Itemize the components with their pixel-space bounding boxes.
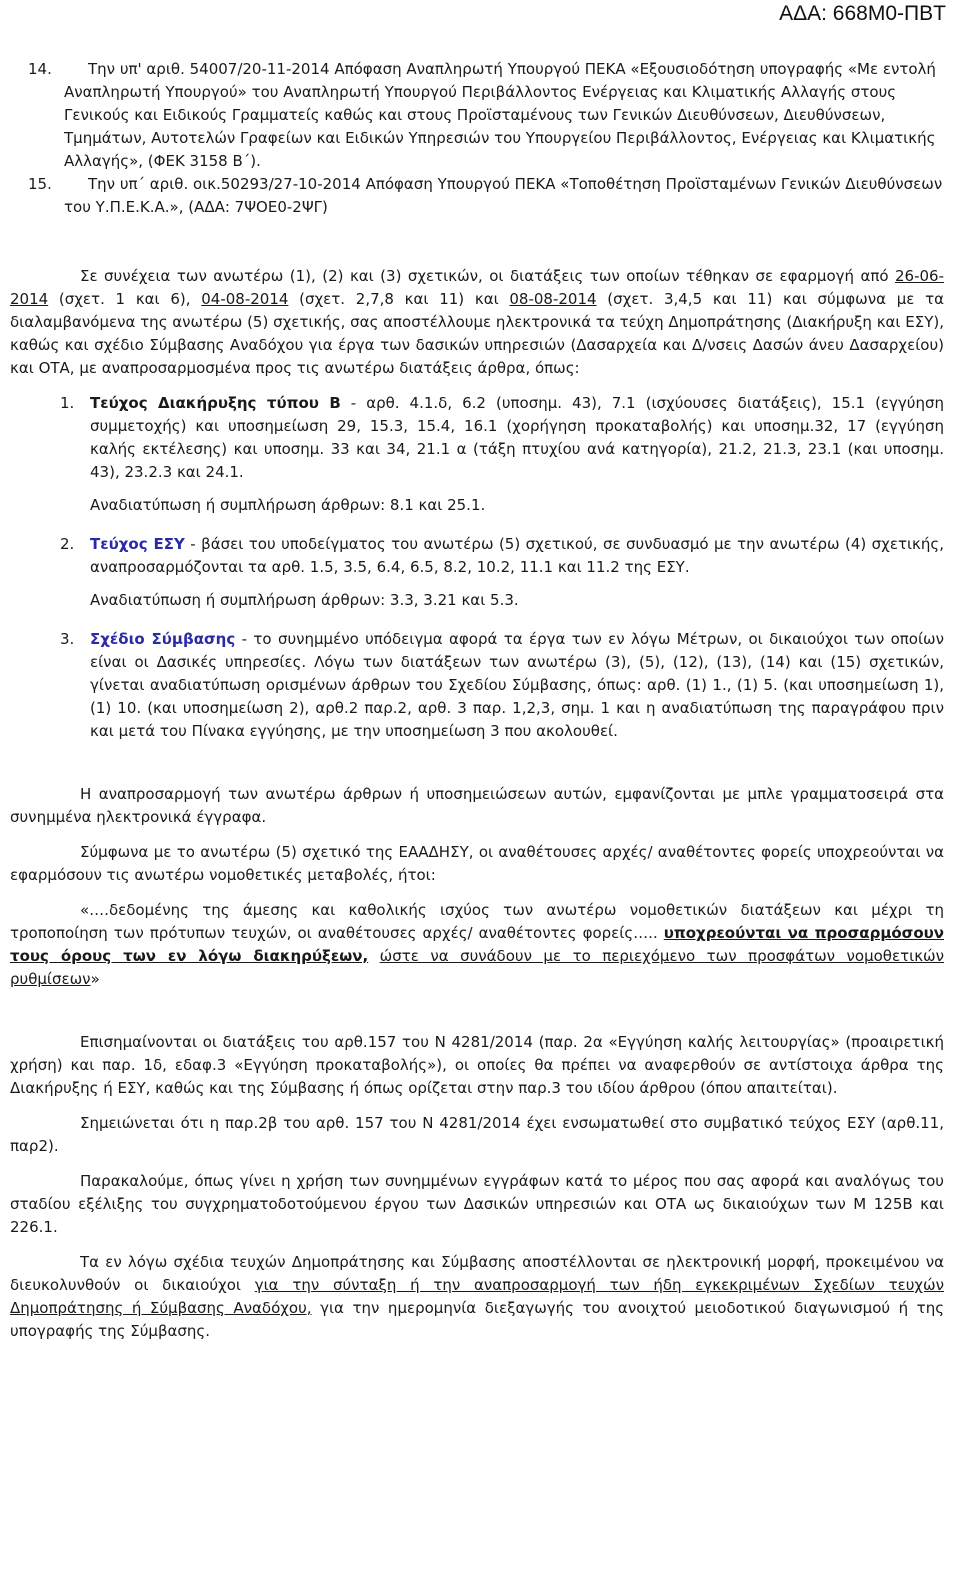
list-item: 2. Τεύχος ΕΣΥ - βάσει του υποδείγματος του ανωτέρω (5) σχετικού, σε συνδυασμό με την ανωτέρω (4) σχετικής, αναπροσαρμόζονται τα αρθ. 1.5, 3.5, 6.4, 6.5, 8.2, 10.2, 11.1 και 11.2 της ΕΣΥ. <box>60 535 944 576</box>
item-text: Την υπ΄ αριθ. οικ.50293/27-10-2014 Απόφαση Υπουργού ΠΕΚΑ «Τοποθέτηση Προϊσταμένων Γενικών Διευθύνσεων του Υ.Π.Ε.Κ.Α.», (ΑΔΑ: 7ΨΟΕ0-2ΨΓ) <box>64 175 943 216</box>
list-item-title: Σχέδιο Σύμβασης <box>90 630 236 648</box>
note-paragraph: Σημειώνεται ότι η παρ.2β του αρθ. 157 του Ν 4281/2014 έχει ενσωματωθεί στο συμβατικό τεύχος ΕΣΥ (αρθ.11, παρ2). <box>10 1114 944 1155</box>
date-1: 26-06-2014 <box>10 267 944 308</box>
list-item-sub: Αναδιατύπωση ή συμπλήρωση άρθρων: 3.3, 3.21 και 5.3. <box>90 591 519 609</box>
list-item: 1. Τεύχος Διακήρυξης τύπου Β - αρθ. 4.1.δ, 6.2 (υποσημ. 43), 7.1 (ισχύουσες διατάξεις), 15.1 (εγγύηση συμμετοχής) και υποσημείωση 29, 15.3, 15.4, 16.1 (χορήγηση προκαταβολής) και υποσημ.32, 17 (εγγύηση καλής εκτέλεσης) και υποσημ. 33 και 34, 21.1 α (τάξη πτυχίου ανά κατηγορία), 21.2, 21.3, 23.1 (και υποσημ. 43), 23.2.3 και 24.1. <box>60 394 944 481</box>
date-2: 04-08-2014 <box>201 290 289 308</box>
intro-paragraph: Σε συνέχεια των ανωτέρω (1), (2) και (3) σχετικών, οι διατάξεις των οποίων τέθηκαν σε εφαρμογή από 26-06-2014 (σχετ. 1 και 6), 04-08-2014 (σχετ. 2,7,8 και 11) και 08-08-2014 (σχετ. 3,4,5 και 11) και σύμφωνα με τα διαλαμβανόμενα της ανωτέρω (5) σχετικής, σας αποστέλλουμε ηλεκτρονικά τα τεύχη Δημοπράτησης (Διακήρυξη και ΕΣΥ), καθώς και σχέδιο Σύμβασης Αναδόχου για έργα των δασικών υπηρεσιών (Δασαρχεία και Δ/νσεις Δασών άνευ Δασαρχείου) και ΟΤΑ, με αναπροσαρμοσμένα προς τις ανωτέρω διατάξεις άρθρα, όπως: <box>10 267 944 377</box>
list-item <box>10 58 944 173</box>
eaadisy-paragraph: Σύμφωνα με το ανωτέρω (5) σχετικό της ΕΑΑΔΗΣΥ, οι αναθέτουσες αρχές/ αναθέτοντες φορείς υποχρεούνται να εφαρμόσουν τις ανωτέρω νομοθετικές μεταβολές, ήτοι: <box>10 843 944 884</box>
ada-code: ΑΔΑ: 668Μ0-ΠΒΤ <box>779 2 946 25</box>
document-body <box>10 58 944 1343</box>
list-item: 3. Σχέδιο Σύμβασης - το συνημμένο υπόδειγμα αφορά τα έργα των εν λόγω Μέτρων, οι δικαιούχοι των οποίων είναι οι Δασικές υπηρεσίες. Λόγω των διατάξεων των ανωτέρω (3), (5), (12), (13), (14) και (15) σχετικών, γίνεται αναδιατύπωση ορισμένων άρθρων του Σχεδίου Σύμβασης, όπως: αρθ. (1) 1., (1) 5. (και υποσημείωση 1), (1) 10. (και υποσημείωση 2), αρθ.2 παρ.2, αρθ. 3 παρ. 1,2,3, σημ. 1 και η αναδιατύπωση της παραγράφου πριν και μετά του Πίνακα εγγύησης, με την υποσημείωση 3 που ακολουθεί. <box>60 630 944 740</box>
quote-paragraph: «….δεδομένης της άμεσης και καθολικής ισχύος των ανωτέρω νομοθετικών διατάξεων και μέχρι τη τροποποίηση των πρότυπων τευχών, οι αναθέτουσες αρχές/ αναθέτοντες φορείς….. υποχρεούνται να προσαρμόσουν τους όρους των εν λόγω διακηρύξεων, ώστε να συνάδουν με το περιεχόμενο των προσφάτων νομοθετικών ρυθμίσεων» <box>10 901 944 988</box>
blue-font-note: Η αναπροσαρμογή των ανωτέρω άρθρων ή υποσημειώσεων αυτών, εμφανίζονται με μπλε γραμματοσειρά στα συνημμένα ηλεκτρονικά έγγραφα. <box>10 785 944 826</box>
request-paragraph: Παρακαλούμε, όπως γίνει η χρήση των συνημμένων εγγράφων κατά το μέρος που σας αφορά και αναλόγως του σταδίου εξέλιξης του συγχρηματοδοτούμενου έργου των Δασικών υπηρεσιών και ΟΤΑ ως δικαιούχων των Μ 125Β και 226.1. <box>10 1172 944 1236</box>
provisions-paragraph: Επισημαίνονται οι διατάξεις του αρθ.157 του Ν 4281/2014 (παρ. 2α «Εγγύηση καλής λειτουργίας» (προαιρετική χρήση) και παρ. 1δ, εδαφ.3 «Εγγύηση προκαταβολής»), οι οποίες θα πρέπει να αναφερθούν σε αντίστοιχα άρθρα της Διακήρυξης ή ΕΣΥ, καθώς και της Σύμβασης ή όπως ορίζεται στην παρ.3 του ιδίου άρθρου (όπου απαιτείται). <box>10 1033 944 1097</box>
article-list <box>60 392 944 743</box>
list-item-title: Τεύχος ΕΣΥ <box>90 535 185 553</box>
list-item-title: Τεύχος Διακήρυξης τύπου Β <box>90 394 341 412</box>
item-number: 15. <box>28 175 52 193</box>
closing-paragraph: Τα εν λόγω σχέδια τευχών Δημοπράτησης και Σύμβασης αποστέλλονται σε ηλεκτρονική μορφή, προκειμένου να διευκολυνθούν οι δικαιούχοι για την σύνταξη ή την αναπροσαρμογή των ήδη εγκεκριμένων Σχεδίων τευχών Δημοπράτησης ή Σύμβασης Αναδόχου, για την ημερομηνία διεξαγωγής του ανοιχτού μειοδοτικού διαγωνισμού ή της υπογραφής της Σύμβασης. <box>10 1253 945 1340</box>
item-text: Την υπ' αριθ. 54007/20-11-2014 Απόφαση Αναπληρωτή Υπουργού ΠΕΚΑ «Εξουσιοδότηση υπογραφής «Με εντολή Αναπληρωτή Υπουργού» του Αναπληρωτή Υπουργού Περιβάλλοντος Ενέργειας και Κλιματικής Αλλαγής στους Γενικούς και Ειδικούς Γραμματείς καθώς και στους Προϊσταμένους των Γενικών Διευθύνσεων, Διευθύνσεων, Τμημάτων, Αυτοτελών Γραφείων και Ειδικών Υπηρεσιών του Υπουργείου Περιβάλλοντος, Ενέργειας και Κλιματικής Αλλαγής», (ΦΕΚ 3158 Β΄). <box>64 60 936 170</box>
list-item <box>10 173 944 219</box>
list-item-sub: Αναδιατύπωση ή συμπλήρωση άρθρων: 8.1 και 25.1. <box>90 496 486 514</box>
date-3: 08-08-2014 <box>509 290 597 308</box>
item-number: 14. <box>28 60 52 78</box>
